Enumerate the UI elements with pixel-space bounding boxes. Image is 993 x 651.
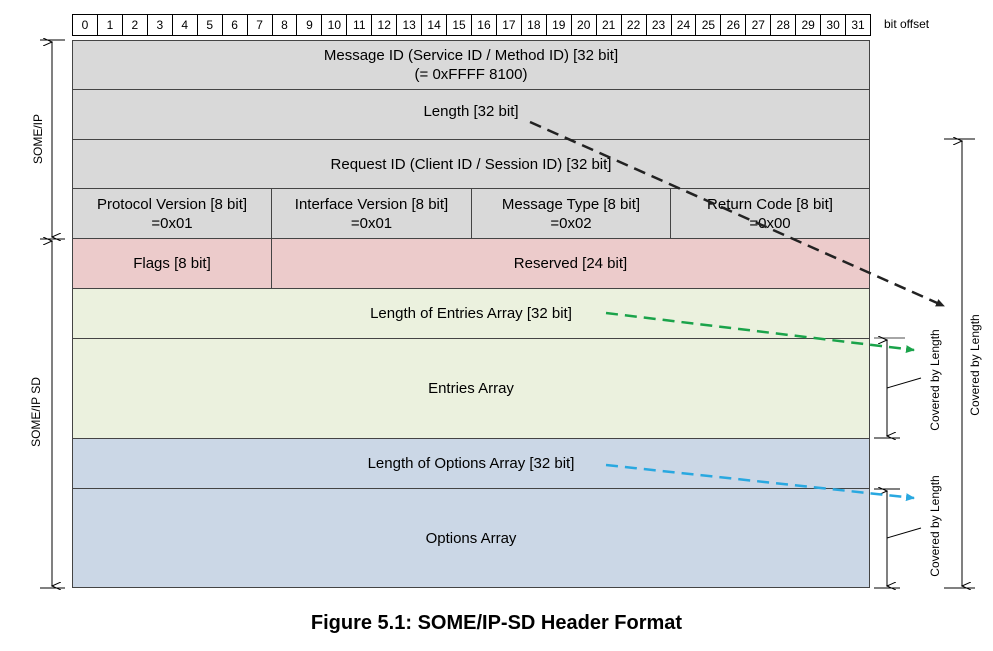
length-of-options-label: Length of Options Array [32 bit] (367, 455, 575, 472)
bit-offset-cell: 25 (695, 14, 721, 36)
bit-offset-cell: 20 (571, 14, 597, 36)
bit-offset-cell: 7 (247, 14, 273, 36)
length-covered-label: Covered by Length (968, 314, 982, 416)
bit-offset-cell: 0 (72, 14, 98, 36)
bit-offset-cell: 30 (820, 14, 846, 36)
bit-offset-cell: 17 (496, 14, 522, 36)
protocol-version-label: Protocol Version [8 bit] (96, 195, 248, 213)
figure-caption: Figure 5.1: SOME/IP-SD Header Format (310, 612, 683, 634)
return-code-value: =0x00 (749, 214, 791, 232)
length-of-entries-label: Length of Entries Array [32 bit] (370, 305, 572, 322)
options-length-arrow (606, 465, 914, 498)
bit-offset-cell: 14 (421, 14, 447, 36)
bit-offset-cell: 29 (795, 14, 821, 36)
request-id-label: Request ID (Client ID / Session ID) [32 bit] (330, 155, 612, 173)
bit-offset-cell: 2 (122, 14, 148, 36)
bit-offset-cell: 13 (396, 14, 422, 36)
message-id-label: Message ID (Service ID / Method ID) [32 bit] (323, 47, 619, 64)
entries-covered-label: Covered by Length (928, 329, 942, 431)
bit-offset-cell: 16 (471, 14, 497, 36)
bit-offset-cell: 23 (646, 14, 672, 36)
bit-offset-cell: 28 (770, 14, 796, 36)
options-covered-label: Covered by Length (928, 475, 942, 577)
protocol-version-value: =0x01 (151, 214, 193, 232)
reserved-label: Reserved [24 bit] (513, 255, 628, 272)
interface-version-label: Interface Version [8 bit] (294, 195, 449, 213)
entries-length-arrow (606, 313, 914, 350)
bit-offset-cell: 15 (446, 14, 472, 36)
message-id-value: (= 0xFFFF 8100) (414, 66, 528, 83)
someip-section-label: SOME/IP (31, 114, 45, 165)
options-array-label: Options Array (425, 529, 517, 547)
bit-offset-cell: 24 (671, 14, 697, 36)
bit-offset-cell: 8 (272, 14, 298, 36)
bit-offset-cell: 9 (296, 14, 322, 36)
entries-array-label: Entries Array (428, 380, 514, 397)
bit-offset-cell: 18 (521, 14, 547, 36)
bit-offset-cell: 4 (172, 14, 198, 36)
options-coverage-bracket (874, 489, 921, 588)
flags-label: Flags [8 bit] (133, 255, 211, 272)
bit-offset-cell: 26 (720, 14, 746, 36)
message-type-label: Message Type [8 bit] (501, 195, 641, 213)
length-arrow (530, 122, 944, 306)
bit-offset-cell: 21 (596, 14, 622, 36)
bit-offset-label: bit offset (884, 17, 930, 31)
bit-offset-cell: 5 (197, 14, 223, 36)
bit-offset-cell: 19 (546, 14, 572, 36)
length-label: Length [32 bit] (423, 103, 519, 120)
bit-offset-cell: 31 (845, 14, 871, 36)
bit-offset-cell: 11 (346, 14, 372, 36)
message-type-value: =0x02 (550, 214, 592, 232)
return-code-label: Return Code [8 bit] (707, 195, 833, 213)
bit-offset-cell: 10 (321, 14, 347, 36)
bit-offset-cell: 6 (222, 14, 248, 36)
someip-sd-section-label: SOME/IP SD (29, 377, 43, 447)
bit-offset-cell: 22 (621, 14, 647, 36)
bit-offset-cell: 12 (371, 14, 397, 36)
bit-offset-cell: 3 (147, 14, 173, 36)
entries-coverage-bracket (874, 338, 921, 438)
bit-offset-cell: 27 (745, 14, 771, 36)
bit-offset-cell: 1 (97, 14, 123, 36)
someip-sd-bracket (40, 241, 65, 588)
interface-version-value: =0x01 (350, 214, 393, 232)
